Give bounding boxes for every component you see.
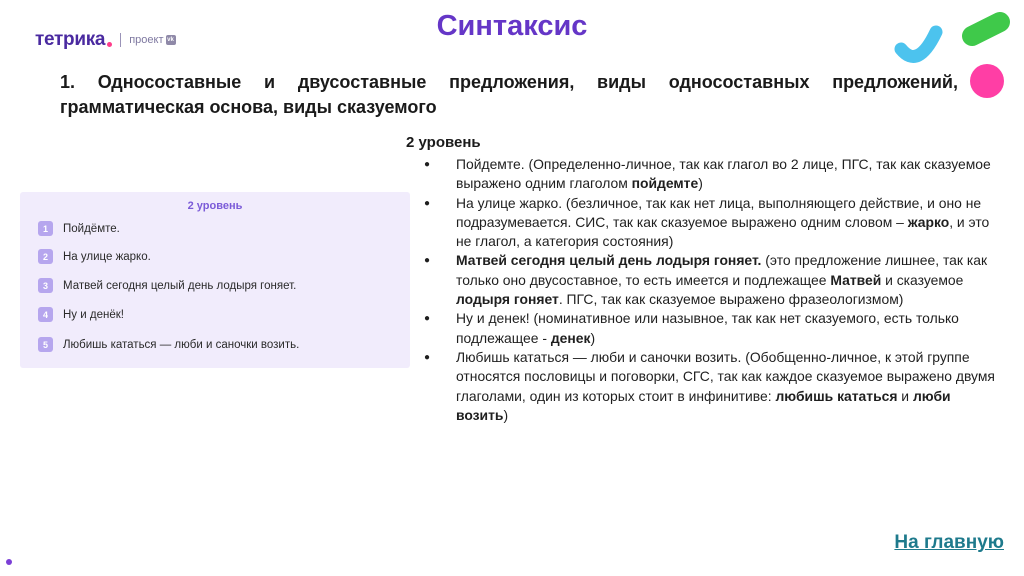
answer-text: (это предложение лишнее, так как только оно двусоставное, то есть имеется и подлежащее (456, 252, 988, 288)
vk-icon: vk (167, 37, 174, 43)
answer-item (404, 194, 1004, 252)
level-heading: 2 уровень (406, 134, 481, 151)
answers-block (404, 134, 1004, 425)
task-item (38, 307, 124, 322)
task-number: 3 (38, 278, 53, 293)
bullet-icon: ● (424, 197, 431, 209)
answer-text: Любишь кататься — люби и саночки возить. (Обобщенно-личное, к этой группе относятся пословицы и поговорки, СГС, так как каждое сказуемое выражено двумя глаголами, один из которых стоит в инфинитиве: (456, 348, 995, 404)
bullet-icon: ● (424, 159, 431, 170)
answer-text: На улице жарко. (безличное, так как нет лица, выполняющего действие, и оно не подразумевается. СИС, так как сказуемое выражено одним словом – (456, 194, 982, 230)
task-item (38, 249, 151, 264)
pink-circle-icon (970, 64, 1004, 98)
task-card (20, 192, 410, 368)
task-card-title: 2 уровень (187, 200, 243, 212)
answer-bold: любишь кататься (775, 387, 898, 404)
answer-bold: Матвей (830, 271, 882, 288)
section-heading: 1. Односоставные и двусоставные предложения, виды односоставных предложений, грамматическая основа, виды сказуемого (60, 72, 958, 117)
bullet-icon: ● (424, 313, 431, 325)
answer-bold: пойдемте (631, 175, 699, 192)
task-number: 4 (38, 307, 53, 322)
task-text: Ну и денёк! (63, 308, 124, 321)
answer-item (404, 155, 1004, 194)
task-text: Любишь кататься — люби и саночки возить. (63, 338, 300, 351)
bullet-icon: ● (424, 255, 431, 267)
green-pill-icon (972, 22, 1000, 36)
answer-bold: Матвей сегодня целый день лодыря гоняет. (456, 252, 762, 269)
answer-bold: люби возить (456, 387, 951, 423)
task-number: 1 (38, 221, 53, 236)
answer-item (404, 251, 1004, 309)
task-text: Матвей сегодня целый день лодыря гоняет. (63, 279, 297, 292)
answer-text: и (897, 387, 913, 404)
corner-dot-icon (6, 559, 12, 565)
answer-text: ) (503, 406, 509, 423)
answer-bold: жарко (907, 213, 950, 230)
page-title: Синтаксис (436, 10, 588, 42)
task-text: Пойдёмте. (63, 222, 120, 235)
task-item (38, 337, 299, 352)
answer-text: ) (590, 329, 596, 346)
task-number: 5 (38, 337, 53, 352)
answer-item (404, 348, 1004, 425)
task-number: 2 (38, 249, 53, 264)
task-item (38, 278, 296, 293)
answer-text: Ну и денек! (номинативное или назывное, так как нет сказуемого, есть только подлежащее - (456, 310, 959, 346)
answer-text: и сказуемое (881, 271, 964, 288)
task-item (38, 221, 120, 236)
home-link[interactable]: На главную (894, 532, 1004, 553)
bullet-icon: ● (424, 351, 431, 363)
logo-text: тетрика (35, 29, 106, 50)
blue-arc-icon (901, 32, 936, 56)
task-text: На улице жарко. (63, 250, 151, 263)
answer-text: , и это не глагол, а категория состояния) (456, 213, 990, 250)
answer-text: Пойдемте. (Определенно-личное, так как глагол во 2 лице, ПГС, так как сказуемое выражено одним глаголом (456, 156, 991, 192)
answer-text: ) (698, 175, 703, 192)
answer-item (404, 309, 1004, 348)
answer-text: . ПГС, так как сказуемое выражено фразеологизмом) (558, 291, 904, 308)
logo-project-label: проект (129, 34, 164, 46)
answer-bold: лодыря гоняет (456, 291, 559, 308)
answer-bold: денек (550, 329, 591, 346)
